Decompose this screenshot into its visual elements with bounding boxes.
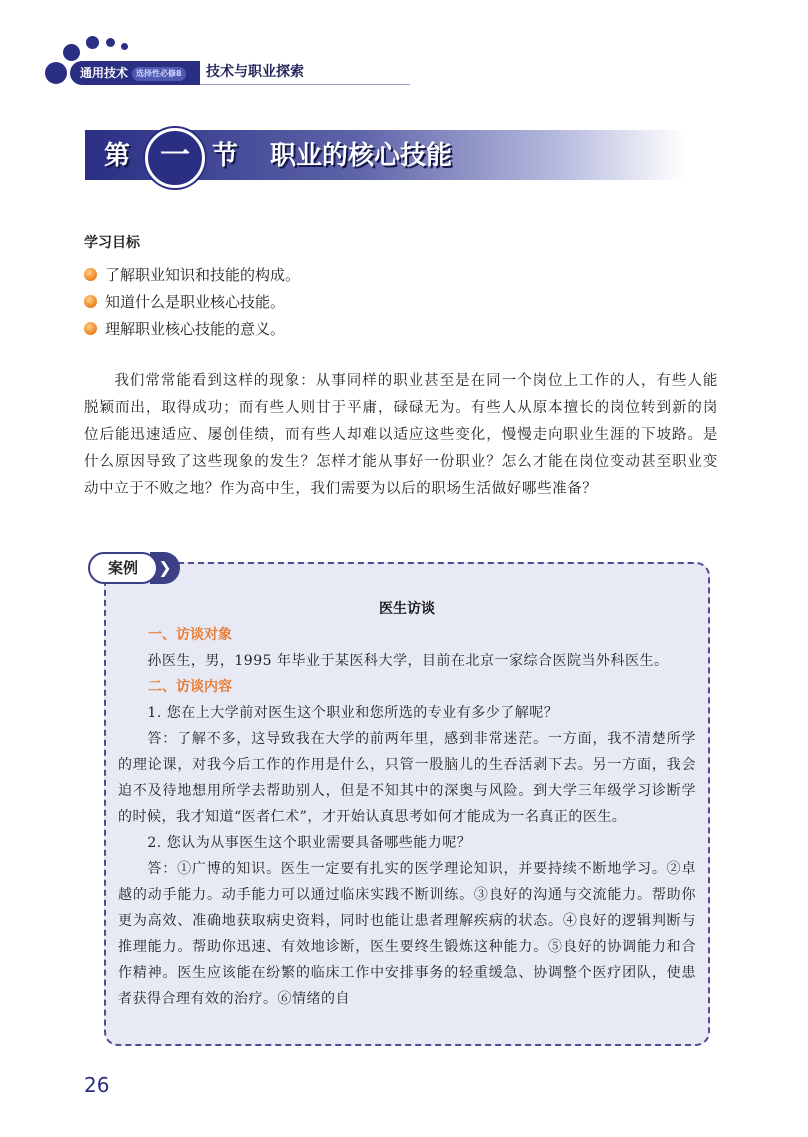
series-label: [80, 63, 186, 83]
case-question: 1. 您在上大学前对医生这个职业和您所选的专业有多少了解呢？: [147, 705, 559, 721]
case-answer: 答：了解不多，这导致我在大学的前两年里，感到非常迷茫。一方面，我不清楚所学的理论课，对我今后工作的作用是什么，只管一股脑儿的生吞活剥下去。另一方面，我会迫不及待地想用所学去帮助别人，但是不知其中的深奥与风险。到大学三年级学习诊断学的时候，我才知道“医者仁术”，才开始认真思考如何才能成为一名真正的医生。: [118, 731, 696, 825]
objective-item: 理解职业核心技能的意义。: [84, 318, 285, 340]
case-paragraph: 孙医生，男，1995 年毕业于某医科大学，目前在北京一家综合医院当外科医生。: [147, 653, 669, 669]
case-tab-label: 案例: [88, 552, 158, 584]
orange-bullet-icon: [84, 268, 97, 281]
section-number: 一: [160, 138, 190, 173]
orange-bullet-icon: [84, 295, 97, 308]
book-title: 技术与职业探索: [206, 64, 304, 80]
objective-item: 了解职业知识和技能的构成。: [84, 264, 300, 286]
section-title: 职业的核心技能: [270, 141, 453, 171]
chevron-right-icon: ❯: [150, 552, 180, 584]
case-heading-interviewee: 一、访谈对象: [148, 627, 232, 643]
objectives-title: 学习目标: [84, 235, 140, 251]
case-answer: 答：①广博的知识。医生一定要有扎实的医学理论知识，并要持续不断地学习。②卓越的动手能力。动手能力可以通过临床实践不断训练。③良好的沟通与交流能力。帮助你更为高效、准确地获取病史资料，同时也能让患者理解疾病的状态。④良好的逻辑判断与推理能力。帮助你迅速、有效地诊断，医生要终生锻炼这种能力。⑤良好的协调能力和合作精神。医生应该能在纷繁的临床工作中安排事务的轻重缓急、协调整个医疗团队，使患者获得合理有效的治疗。⑥情绪的自: [118, 861, 696, 1007]
case-heading-content: 二、访谈内容: [148, 679, 232, 695]
header-divider: [200, 84, 410, 85]
section-suffix: 节: [212, 141, 239, 171]
case-question: 2. 您认为从事医生这个职业需要具备哪些能力呢？: [147, 835, 472, 851]
section-prefix: 第: [104, 141, 131, 171]
case-content: [118, 596, 696, 1012]
orange-bullet-icon: [84, 322, 97, 335]
case-title: 医生访谈: [379, 601, 435, 617]
objective-item: 知道什么是职业核心技能。: [84, 291, 285, 313]
series-name: 通用技术: [80, 66, 129, 80]
page-number: 26: [84, 1073, 110, 1097]
series-tag: 选择性必修8: [132, 67, 186, 81]
intro-paragraph: 我们常常能看到这样的现象：从事同样的职业甚至是在同一个岗位上工作的人，有些人能脱颖而出，取得成功；而有些人则甘于平庸，碌碌无为。有些人从原本擅长的岗位转到新的岗位后能迅速适应、屡创佳绩，而有些人却难以适应这些变化，慢慢走向职业生涯的下坡路。是什么原因导致了这些现象的发生？怎样才能从事好一份职业？怎么才能在岗位变动甚至职业变动中立于不败之地？作为高中生，我们需要为以后的职场生活做好哪些准备？: [84, 373, 718, 497]
